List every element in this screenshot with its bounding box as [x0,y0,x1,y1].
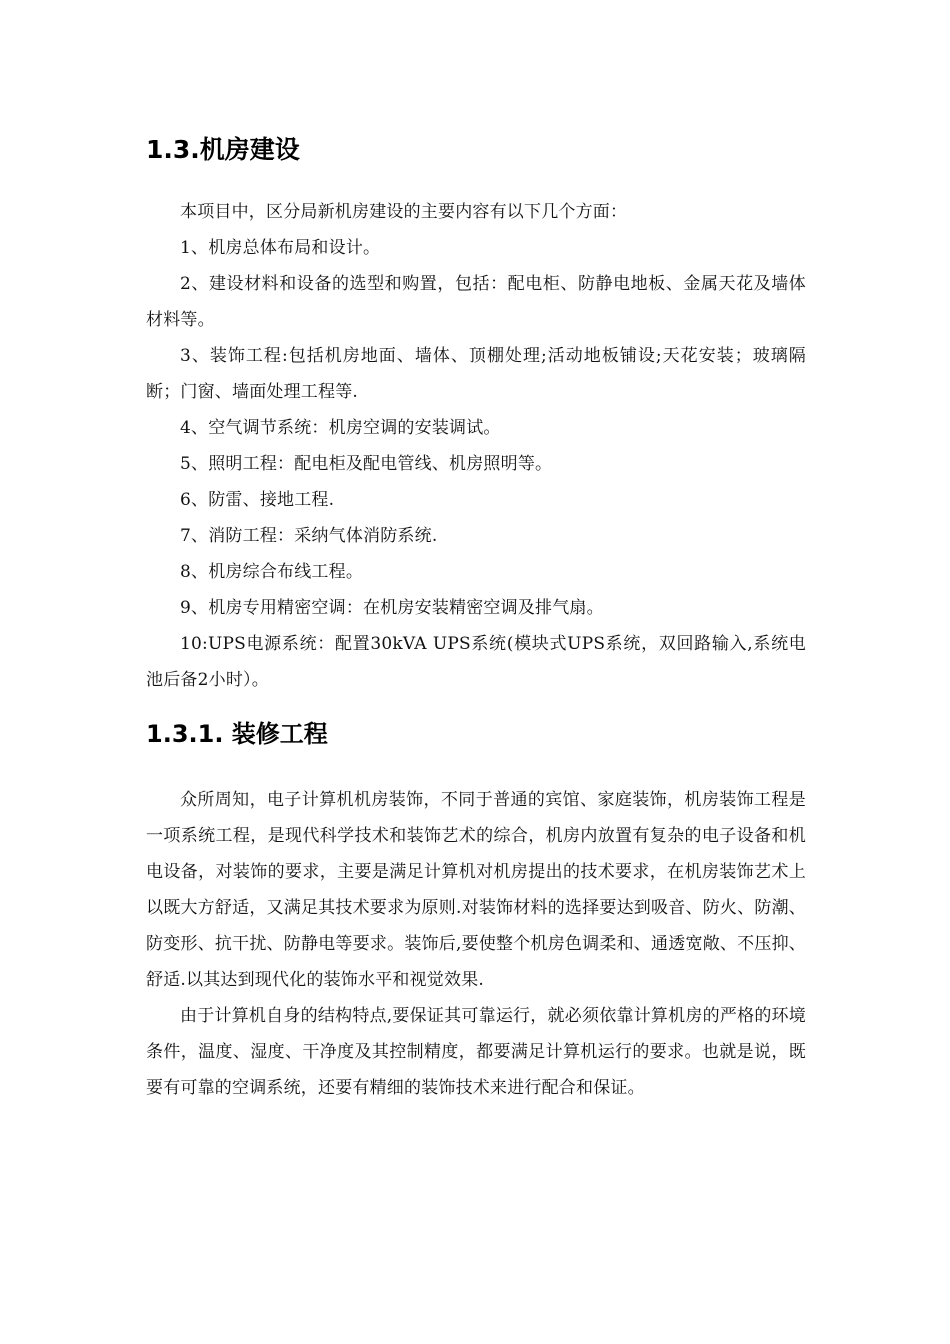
section-heading-1-3-1: 1.3.1. 装修工程 [146,720,328,748]
list-item: 10:UPS电源系统：配置30kVA UPS系统(模块式UPS系统，双回路输入,系统电池后备2小时）。 [146,634,806,690]
list-item: 6、防雷、接地工程. [180,490,335,510]
list-item: 2、建设材料和设备的选型和购置，包括：配电柜、防静电地板、金属天花及墙体材料等。 [146,274,806,330]
body-paragraph: 众所周知，电子计算机机房装饰，不同于普通的宾馆、家庭装饰，机房装饰工程是一项系统工程，是现代科学技术和装饰艺术的综合，机房内放置有复杂的电子设备和机电设备，对装饰的要求，主要是满足计算机对机房提出的技术要求，在机房装饰艺术上以既大方舒适，又满足其技术要求为原则.对装饰材料的选择要达到吸音、防火、防潮、防变形、抗干扰、防静电等要求。装饰后,要使整个机房色调柔和、通透宽敞、不压抑、舒适.以其达到现代化的装饰水平和视觉效果. [146,790,806,990]
section-intro: 本项目中，区分局新机房建设的主要内容有以下几个方面： [180,202,628,222]
list-item: 9、机房专用精密空调：在机房安装精密空调及排气扇。 [180,598,604,618]
list-item: 5、照明工程：配电柜及配电管线、机房照明等。 [180,454,553,474]
list-item: 3、装饰工程:包括机房地面、墙体、顶棚处理;活动地板铺设;天花安装；玻璃隔断；门窗、墙面处理工程等. [146,346,806,402]
list-item: 8、机房综合布线工程。 [180,562,364,582]
list-item: 4、空气调节系统：机房空调的安装调试。 [180,418,501,438]
list-item: 7、消防工程：采纳气体消防系统. [180,526,438,546]
document-body [146,128,806,1106]
body-paragraph: 由于计算机自身的结构特点,要保证其可靠运行，就必须依靠计算机房的严格的环境条件，温度、湿度、干净度及其控制精度，都要满足计算机运行的要求。也就是说，既要有可靠的空调系统，还要有精细的装饰技术来进行配合和保证。 [146,1006,806,1098]
section-heading-1-3: 1.3.机房建设 [146,135,300,164]
list-item: 1、机房总体布局和设计。 [180,238,381,258]
